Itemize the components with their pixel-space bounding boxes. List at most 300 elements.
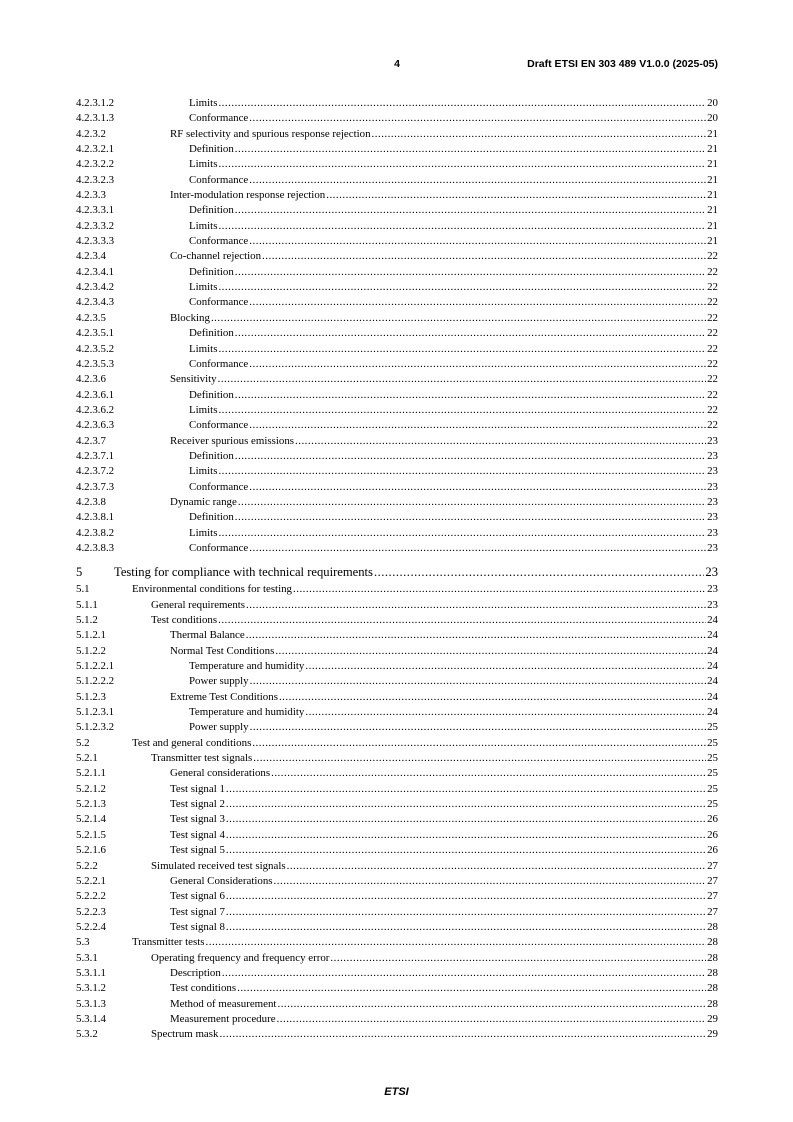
toc-dot-leader	[249, 295, 706, 310]
toc-entry[interactable]	[76, 981, 718, 996]
toc-entry[interactable]	[76, 935, 718, 950]
toc-entry[interactable]	[76, 111, 718, 126]
toc-entry-title: Spectrum mask	[151, 1027, 219, 1042]
toc-entry-number: 4.2.3.4.2	[76, 281, 115, 294]
toc-dot-leader	[218, 342, 706, 357]
toc-entry-page: 21	[707, 127, 718, 140]
toc-entry-title: Definition	[189, 326, 235, 341]
toc-dot-leader	[218, 280, 706, 295]
footer-org: ETSI	[384, 1086, 409, 1098]
toc-entry-number: 4.2.3.3.2	[76, 219, 115, 232]
toc-entry[interactable]	[76, 342, 718, 357]
toc-entry-page: 20	[707, 112, 718, 125]
toc-entry-title: Test signal 7	[170, 905, 226, 920]
toc-entry-page: 22	[707, 327, 718, 340]
toc-entry-title: Measurement procedure	[170, 1012, 277, 1027]
toc-entry[interactable]	[76, 280, 718, 295]
toc-entry-page: 23	[707, 583, 718, 596]
toc-entry[interactable]	[76, 372, 718, 387]
toc-entry[interactable]	[76, 480, 718, 495]
toc-entry[interactable]	[76, 449, 718, 464]
toc-entry[interactable]	[76, 690, 718, 705]
toc-dot-leader	[374, 562, 704, 582]
toc-entry[interactable]	[76, 96, 718, 111]
toc-entry[interactable]	[76, 644, 718, 659]
toc-dot-leader	[235, 326, 706, 341]
toc-entry-title: Test conditions	[170, 981, 237, 996]
toc-entry[interactable]	[76, 541, 718, 556]
toc-dot-leader	[226, 797, 706, 812]
toc-entry-number: 5.1.2.3.1	[76, 706, 115, 719]
toc-entry-page: 25	[707, 798, 718, 811]
toc-entry-number: 4.2.3.7.2	[76, 465, 115, 478]
toc-entry-page: 21	[707, 173, 718, 186]
toc-dot-leader	[305, 705, 706, 720]
toc-entry[interactable]	[76, 219, 718, 234]
toc-entry-title: Test signal 1	[170, 782, 226, 797]
toc-entry-page: 25	[707, 721, 718, 734]
toc-entry-page: 23	[707, 511, 718, 524]
toc-entry[interactable]	[76, 510, 718, 525]
toc-dot-leader	[250, 674, 707, 689]
toc-dot-leader	[249, 480, 706, 495]
toc-entry-page: 24	[707, 629, 718, 642]
toc-dot-leader	[235, 142, 706, 157]
toc-dot-leader	[275, 644, 706, 659]
toc-entry-number: 5.3	[76, 936, 90, 949]
toc-dot-leader	[249, 541, 706, 556]
toc-dot-leader	[218, 613, 706, 628]
toc-dot-leader	[271, 766, 706, 781]
toc-entry-page: 22	[707, 250, 718, 263]
toc-entry-page: 28	[707, 951, 718, 964]
toc-entry-title: Test signal 5	[170, 843, 226, 858]
toc-entry[interactable]	[76, 859, 718, 874]
toc-entry-title: Testing for compliance with technical requirements	[114, 562, 374, 582]
toc-entry-page: 22	[707, 281, 718, 294]
toc-entry-page: 23	[707, 541, 718, 554]
toc-entry-title: Definition	[189, 265, 235, 280]
toc-dot-leader	[226, 905, 706, 920]
toc-entry-page: 22	[707, 373, 718, 386]
toc-entry-number: 4.2.3.4.1	[76, 265, 115, 278]
toc-entry-page: 25	[707, 782, 718, 795]
toc-entry-page: 23	[707, 465, 718, 478]
toc-entry[interactable]	[76, 782, 718, 797]
toc-dot-leader	[262, 249, 706, 264]
toc-entry-number: 4.2.3.7.1	[76, 449, 115, 462]
toc-entry-number: 5.2.1.2	[76, 782, 106, 795]
toc-entry-number: 5.1.2.3.2	[76, 721, 115, 734]
toc-dot-leader	[246, 628, 706, 643]
toc-dot-leader	[226, 920, 706, 935]
toc-entry-number: 5.3.1.2	[76, 982, 106, 995]
toc-entry-page: 22	[707, 311, 718, 324]
toc-dot-leader	[305, 659, 706, 674]
toc-dot-leader	[218, 526, 706, 541]
toc-entry-title: Conformance	[189, 295, 249, 310]
toc-entry-page: 23	[707, 480, 718, 493]
toc-entry[interactable]	[76, 905, 718, 920]
toc-entry-page: 21	[707, 204, 718, 217]
toc-entry-page: 21	[707, 219, 718, 232]
toc-entry-page: 24	[707, 660, 718, 673]
toc-entry-title: Power supply	[189, 674, 250, 689]
toc-dot-leader	[287, 859, 707, 874]
toc-entry[interactable]	[76, 464, 718, 479]
toc-entry-title: Test signal 4	[170, 828, 226, 843]
toc-entry[interactable]	[76, 203, 718, 218]
toc-entry[interactable]	[76, 326, 718, 341]
toc-dot-leader	[226, 889, 706, 904]
toc-entry-number: 5.1.2.2	[76, 644, 106, 657]
toc-entry-page: 21	[707, 235, 718, 248]
toc-entry-number: 5.3.1.3	[76, 997, 106, 1010]
toc-entry-page: 27	[707, 890, 718, 903]
toc-entry-title: Definition	[189, 449, 235, 464]
toc-entry-title: RF selectivity and spurious response rejection	[170, 127, 372, 142]
toc-dot-leader	[218, 219, 706, 234]
toc-entry[interactable]	[76, 997, 718, 1012]
toc-entry-number: 4.2.3.8.3	[76, 541, 115, 554]
toc-entry-title: Test signal 6	[170, 889, 226, 904]
toc-dot-leader	[330, 951, 706, 966]
toc-entry-title: Conformance	[189, 480, 249, 495]
toc-entry-page: 22	[707, 357, 718, 370]
toc-entry-title: Temperature and humidity	[189, 705, 305, 720]
toc-entry[interactable]	[76, 188, 718, 203]
toc-entry-page: 29	[707, 1028, 718, 1041]
toc-entry-number: 5.3.1.4	[76, 1012, 106, 1025]
toc-entry[interactable]	[76, 812, 718, 827]
toc-entry-title: Limits	[189, 280, 218, 295]
toc-entry-page: 28	[707, 997, 718, 1010]
toc-entry-title: Conformance	[189, 173, 249, 188]
toc-entry-title: Simulated received test signals	[151, 859, 287, 874]
toc-entry[interactable]	[76, 311, 718, 326]
toc-entry[interactable]	[76, 1012, 718, 1027]
toc-dot-leader	[249, 173, 706, 188]
toc-entry-page: 28	[707, 936, 718, 949]
toc-entry-title: Test signal 2	[170, 797, 226, 812]
toc-entry[interactable]	[76, 843, 718, 858]
toc-entry-number: 4.2.3.2.3	[76, 173, 115, 186]
toc-entry-page: 22	[707, 419, 718, 432]
toc-entry[interactable]	[76, 556, 718, 582]
toc-entry-number: 5.3.1.1	[76, 966, 106, 979]
toc-entry-title: Test and general conditions	[132, 736, 252, 751]
toc-entry-page: 28	[707, 920, 718, 933]
toc-entry-page: 27	[707, 905, 718, 918]
toc-entry-page: 21	[707, 189, 718, 202]
toc-entry-title: General requirements	[151, 598, 246, 613]
toc-entry-title: Conformance	[189, 541, 249, 556]
toc-entry[interactable]	[76, 674, 718, 689]
toc-entry-title: Sensitivity	[170, 372, 218, 387]
toc-dot-leader	[253, 751, 706, 766]
toc-dot-leader	[222, 966, 706, 981]
toc-entry-page: 23	[707, 598, 718, 611]
toc-entry-title: Blocking	[170, 311, 211, 326]
toc-entry-number: 5.2.2.3	[76, 905, 106, 918]
toc-entry[interactable]	[76, 234, 718, 249]
toc-dot-leader	[246, 598, 706, 613]
toc-entry-title: Environmental conditions for testing	[132, 582, 293, 597]
toc-entry-title: Limits	[189, 342, 218, 357]
toc-entry-title: Conformance	[189, 111, 249, 126]
toc-entry[interactable]	[76, 828, 718, 843]
toc-entry-title: Test signal 3	[170, 812, 226, 827]
toc-dot-leader	[326, 188, 706, 203]
toc-entry-number: 5.1	[76, 583, 90, 596]
toc-entry[interactable]	[76, 889, 718, 904]
toc-entry-page: 25	[707, 767, 718, 780]
toc-entry-number: 4.2.3.2.1	[76, 143, 115, 156]
toc-entry-number: 4.2.3.5.1	[76, 327, 115, 340]
toc-entry-number: 5.2.1.3	[76, 798, 106, 811]
toc-entry[interactable]	[76, 495, 718, 510]
toc-entry-page: 23	[707, 495, 718, 508]
toc-entry-page: 23	[705, 565, 718, 580]
toc-dot-leader	[249, 357, 706, 372]
toc-dot-leader	[250, 720, 707, 735]
toc-dot-leader	[252, 736, 706, 751]
toc-entry-page: 26	[707, 844, 718, 857]
toc-entry-number: 5.2.2.4	[76, 920, 106, 933]
toc-entry-title: Transmitter tests	[132, 935, 206, 950]
toc-entry[interactable]	[76, 403, 718, 418]
toc-entry-title: Limits	[189, 526, 218, 541]
document-title: Draft ETSI EN 303 489 V1.0.0 (2025-05)	[527, 58, 718, 70]
toc-entry-number: 4.2.3.7.3	[76, 480, 115, 493]
toc-entry-number: 4.2.3.1.2	[76, 97, 115, 109]
toc-entry-page: 28	[707, 966, 718, 979]
toc-dot-leader	[277, 1012, 707, 1027]
toc-entry-title: Thermal Balance	[170, 628, 246, 643]
toc-entry-number: 4.2.3.3.3	[76, 235, 115, 248]
toc-entry[interactable]	[76, 526, 718, 541]
toc-entry-title: Conformance	[189, 234, 249, 249]
toc-dot-leader	[235, 203, 706, 218]
toc-entry-number: 4.2.3.6.3	[76, 419, 115, 432]
toc-entry-title: Inter-modulation response rejection	[170, 188, 326, 203]
toc-entry-number: 4.2.3.8.1	[76, 511, 115, 524]
toc-entry-title: Description	[170, 966, 222, 981]
toc-entry-page: 24	[707, 690, 718, 703]
toc-entry-number: 4.2.3.5	[76, 311, 106, 324]
toc-entry-page: 22	[707, 265, 718, 278]
toc-dot-leader	[218, 96, 706, 111]
toc-entry-page: 29	[707, 1012, 718, 1025]
toc-entry-title: Limits	[189, 219, 218, 234]
toc-entry-title: Conformance	[189, 357, 249, 372]
toc-entry-title: Method of measurement	[170, 997, 277, 1012]
toc-entry[interactable]	[76, 766, 718, 781]
toc-entry[interactable]	[76, 736, 718, 751]
toc-entry-title: General Considerations	[170, 874, 274, 889]
toc-entry-number: 4.2.3.6.1	[76, 388, 115, 401]
toc-entry-number: 4.2.3.6.2	[76, 403, 115, 416]
toc-entry[interactable]	[76, 142, 718, 157]
toc-entry[interactable]	[76, 127, 718, 142]
toc-entry-title: Test conditions	[151, 613, 218, 628]
table-of-contents	[76, 96, 718, 1043]
toc-entry-number: 5.1.1	[76, 598, 98, 611]
toc-entry-number: 5.1.2.3	[76, 690, 106, 703]
toc-entry-page: 25	[707, 736, 718, 749]
toc-dot-leader	[238, 495, 706, 510]
toc-entry-page: 24	[707, 675, 718, 688]
toc-entry-number: 4.2.3.8	[76, 495, 106, 508]
toc-dot-leader	[226, 828, 706, 843]
toc-entry-title: Operating frequency and frequency error	[151, 951, 330, 966]
toc-entry-page: 23	[707, 449, 718, 462]
toc-entry-title: Normal Test Conditions	[170, 644, 275, 659]
toc-entry-page: 26	[707, 813, 718, 826]
toc-entry-number: 4.2.3.7	[76, 434, 106, 447]
toc-entry-number: 4.2.3.5.2	[76, 342, 115, 355]
toc-entry-number: 5	[76, 565, 83, 580]
toc-entry[interactable]	[76, 295, 718, 310]
toc-entry-page: 26	[707, 828, 718, 841]
toc-entry-number: 4.2.3.3.1	[76, 204, 115, 217]
toc-entry-title: Definition	[189, 142, 235, 157]
toc-entry-page: 27	[707, 859, 718, 872]
toc-dot-leader	[293, 582, 706, 597]
toc-entry-title: Transmitter test signals	[151, 751, 253, 766]
toc-entry-number: 4.2.3.1.3	[76, 112, 115, 125]
toc-entry-number: 5.1.2	[76, 614, 98, 626]
toc-entry-number: 5.2.2	[76, 859, 98, 872]
toc-entry-number: 4.2.3.6	[76, 373, 106, 386]
toc-entry[interactable]	[76, 249, 718, 264]
toc-dot-leader	[206, 935, 707, 950]
toc-entry-page: 21	[707, 143, 718, 156]
toc-entry-page: 27	[707, 874, 718, 887]
toc-entry-page: 24	[707, 706, 718, 719]
toc-dot-leader	[211, 311, 706, 326]
toc-entry-number: 4.2.3.2.2	[76, 158, 115, 171]
toc-entry-number: 5.2	[76, 736, 90, 749]
toc-dot-leader	[226, 812, 706, 827]
toc-entry-number: 4.2.3.2	[76, 127, 106, 140]
toc-entry-number: 4.2.3.4	[76, 250, 106, 263]
toc-dot-leader	[219, 1027, 706, 1042]
toc-entry-title: Limits	[189, 403, 218, 418]
toc-dot-leader	[226, 782, 706, 797]
toc-entry-number: 5.2.2.1	[76, 874, 106, 887]
toc-entry[interactable]	[76, 357, 718, 372]
toc-dot-leader	[226, 843, 706, 858]
toc-dot-leader	[235, 449, 706, 464]
toc-entry-number: 5.2.1.4	[76, 813, 106, 826]
toc-entry-number: 4.2.3.3	[76, 189, 106, 202]
toc-entry[interactable]	[76, 265, 718, 280]
toc-entry[interactable]	[76, 659, 718, 674]
toc-entry-number: 5.3.1	[76, 951, 98, 964]
toc-entry-number: 4.2.3.4.3	[76, 296, 115, 309]
toc-entry-number: 5.2.1	[76, 752, 98, 765]
toc-entry-number: 5.1.2.2.1	[76, 660, 115, 673]
toc-entry[interactable]	[76, 705, 718, 720]
toc-entry-page: 20	[707, 97, 718, 109]
toc-dot-leader	[218, 464, 706, 479]
toc-entry-title: Conformance	[189, 418, 249, 433]
toc-entry-page: 23	[707, 526, 718, 539]
toc-dot-leader	[237, 981, 706, 996]
toc-entry-title: Definition	[189, 203, 235, 218]
toc-entry[interactable]	[76, 628, 718, 643]
toc-dot-leader	[235, 510, 706, 525]
toc-entry[interactable]	[76, 173, 718, 188]
toc-entry[interactable]	[76, 951, 718, 966]
toc-entry-title: Limits	[189, 157, 218, 172]
toc-dot-leader	[277, 997, 706, 1012]
toc-entry-title: Receiver spurious emissions	[170, 434, 295, 449]
toc-entry-title: Limits	[189, 96, 218, 111]
toc-entry-number: 5.3.2	[76, 1028, 98, 1041]
toc-entry[interactable]	[76, 874, 718, 889]
toc-entry-title: Co-channel rejection	[170, 249, 262, 264]
toc-entry[interactable]	[76, 920, 718, 935]
page-number: 4	[394, 58, 400, 70]
toc-entry[interactable]	[76, 418, 718, 433]
toc-entry[interactable]	[76, 613, 718, 628]
toc-entry-title: Definition	[189, 388, 235, 403]
toc-entry-title: General considerations	[170, 766, 271, 781]
toc-entry[interactable]	[76, 388, 718, 403]
toc-entry-title: Test signal 8	[170, 920, 226, 935]
toc-dot-leader	[295, 434, 706, 449]
toc-entry[interactable]	[76, 1027, 718, 1042]
toc-entry[interactable]	[76, 598, 718, 613]
toc-entry-page: 21	[707, 158, 718, 171]
toc-entry-page: 24	[707, 644, 718, 657]
toc-entry-page: 22	[707, 388, 718, 401]
toc-entry[interactable]	[76, 720, 718, 735]
toc-entry-page: 22	[707, 342, 718, 355]
toc-entry-number: 5.2.1.5	[76, 828, 106, 841]
toc-dot-leader	[249, 234, 706, 249]
toc-entry[interactable]	[76, 434, 718, 449]
toc-dot-leader	[218, 157, 706, 172]
toc-entry[interactable]	[76, 966, 718, 981]
toc-dot-leader	[218, 372, 707, 387]
toc-entry-page: 24	[707, 614, 718, 626]
toc-entry-number: 5.2.1.1	[76, 767, 106, 780]
toc-entry[interactable]	[76, 582, 718, 597]
toc-entry-title: Extreme Test Conditions	[170, 690, 279, 705]
toc-dot-leader	[218, 403, 706, 418]
toc-entry[interactable]	[76, 751, 718, 766]
toc-entry-number: 5.1.2.2.2	[76, 675, 115, 688]
toc-entry-title: Limits	[189, 464, 218, 479]
toc-entry-number: 5.2.2.2	[76, 890, 106, 903]
toc-entry-number: 5.2.1.6	[76, 844, 106, 857]
toc-entry-number: 5.1.2.1	[76, 629, 106, 642]
toc-dot-leader	[235, 265, 706, 280]
toc-entry-page: 23	[707, 434, 718, 447]
toc-dot-leader	[372, 127, 707, 142]
toc-dot-leader	[274, 874, 707, 889]
toc-dot-leader	[279, 690, 706, 705]
toc-entry[interactable]	[76, 157, 718, 172]
toc-entry-title: Definition	[189, 510, 235, 525]
toc-entry-title: Dynamic range	[170, 495, 238, 510]
toc-entry-title: Power supply	[189, 720, 250, 735]
toc-entry-page: 22	[707, 403, 718, 416]
toc-entry[interactable]	[76, 797, 718, 812]
